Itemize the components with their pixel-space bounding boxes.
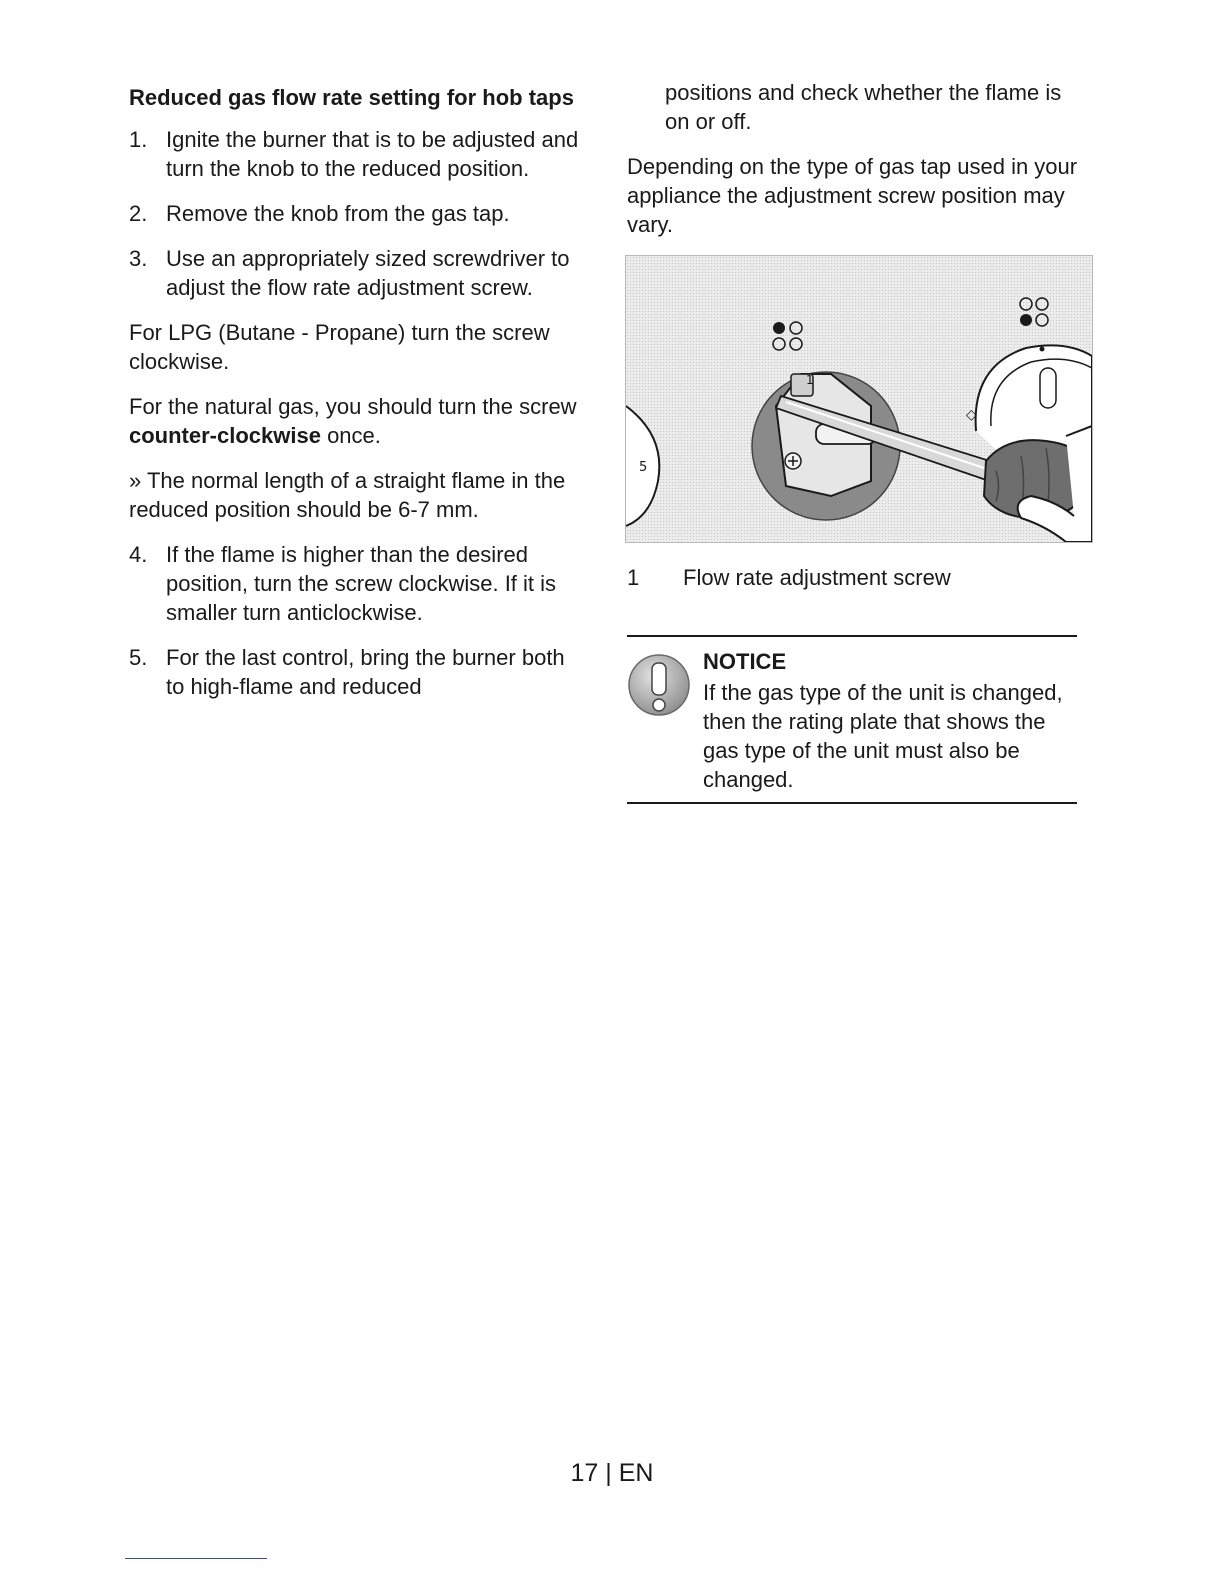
notice-text: If the gas type of the unit is changed, then the rating plate that shows the gas type of the unit must also be changed.: [703, 680, 1063, 792]
knob-slot: [1040, 368, 1056, 408]
left-column: [129, 83, 589, 717]
notice-title: NOTICE: [703, 649, 787, 674]
step-number: 1.: [129, 127, 148, 152]
exclamation-icon: [627, 653, 691, 717]
step-text: Ignite the burner that is to be adjusted and turn the knob to the reduced position.: [166, 127, 579, 181]
step-text: Use an appropriately sized screwdriver to adjust the flow rate adjustment screw.: [166, 246, 570, 300]
section-heading: Reduced gas flow rate setting for hob taps: [129, 85, 574, 110]
dial-number-label: 5: [639, 460, 648, 475]
step-4: [129, 540, 589, 627]
natural-gas-paragraph: [129, 392, 589, 450]
step-number: 5.: [129, 645, 148, 670]
variance-paragraph: Depending on the type of gas tap used in your appliance the adjustment screw position may vary.: [627, 154, 1078, 237]
natural-gas-text-end: once.: [320, 423, 381, 448]
lpg-paragraph: For LPG (Butane - Propane) turn the screw clockwise.: [129, 320, 550, 374]
burner-symbol-left: [773, 322, 802, 350]
step-text: For the last control, bring the burner both to high-flame and reduced: [166, 645, 565, 699]
step-text: Remove the knob from the gas tap.: [166, 201, 510, 226]
gas-tap-illustration: [625, 255, 1093, 543]
flame-mark: ◇: [966, 407, 977, 423]
burner-symbol-right: [1020, 298, 1048, 326]
page-number: 17 | EN: [570, 1459, 654, 1487]
step-3: [129, 244, 589, 302]
step-5-continuation: positions and check whether the flame is on or off.: [665, 80, 1062, 134]
step-2: [129, 199, 589, 228]
screwdriver-adjustment-drawing: [626, 256, 1092, 542]
notice-content: [703, 647, 1077, 794]
step-text: If the flame is higher than the desired position, turn the screw clockwise. If it is smaller turn anticlockwise.: [166, 542, 557, 625]
legend-text: Flow rate adjustment screw: [683, 565, 951, 590]
figure-legend: [627, 563, 1089, 592]
flame-length-note: » The normal length of a straight flame in the reduced position should be 6-7 mm.: [129, 468, 566, 522]
step-number: 3.: [129, 246, 148, 271]
step-number: 4.: [129, 542, 148, 567]
natural-gas-text: For the natural gas, you should turn the screw: [129, 394, 577, 419]
callout-number: 1: [806, 373, 814, 387]
natural-gas-emphasis: counter-clockwise: [129, 423, 321, 448]
step-number: 2.: [129, 201, 148, 226]
right-column: [627, 78, 1089, 804]
step-5: [129, 643, 589, 701]
notice-icon-wrap: [627, 647, 703, 794]
step-1: [129, 125, 589, 183]
bottom-divider: [125, 1558, 267, 1559]
notice-box: [627, 635, 1077, 804]
legend-number: 1: [627, 565, 640, 590]
